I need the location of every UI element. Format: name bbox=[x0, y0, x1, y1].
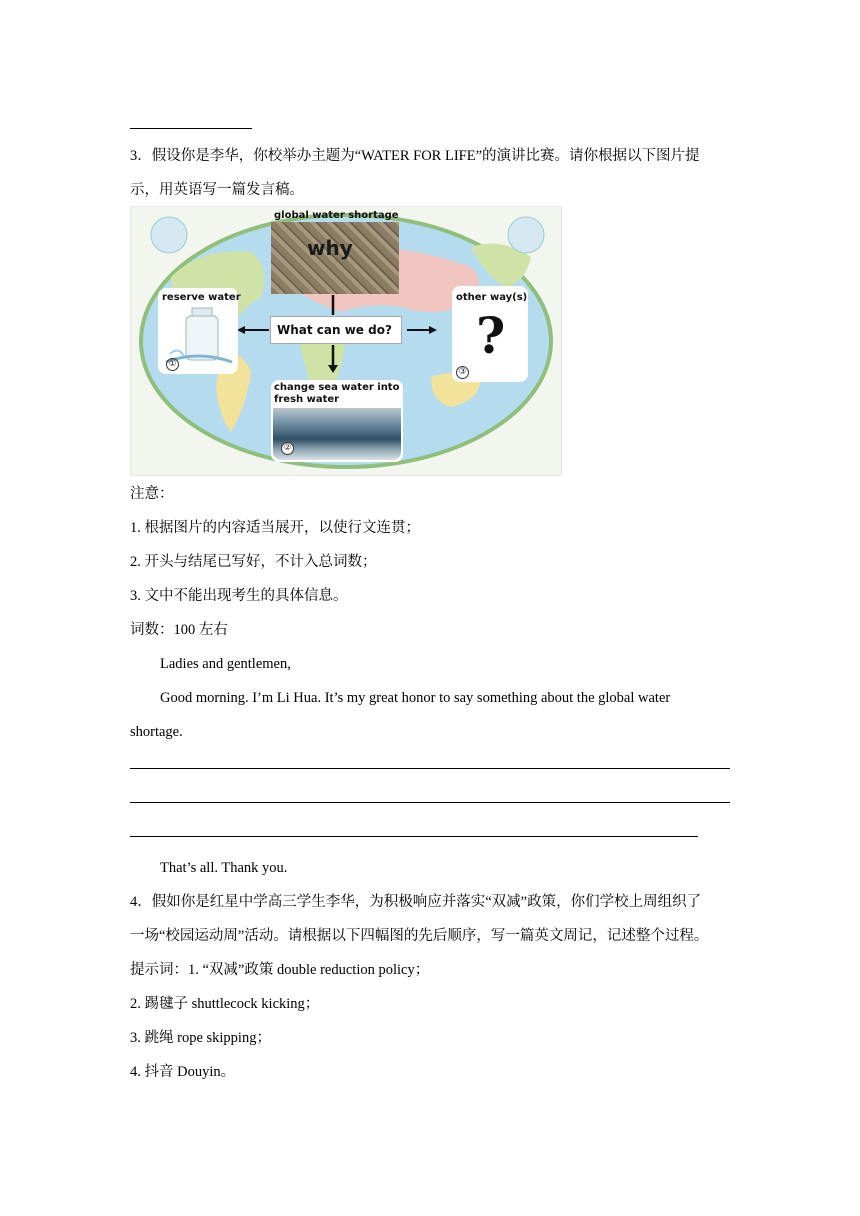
q4-hint-1: 提示词：1. “双减”政策 double reduction policy； bbox=[130, 962, 430, 978]
number-two-badge: ② bbox=[281, 442, 294, 455]
answer-line-1 bbox=[130, 768, 730, 769]
number-one-badge: ① bbox=[166, 358, 179, 371]
fresh-water-label: fresh water bbox=[274, 394, 340, 405]
answer-line-top bbox=[130, 128, 252, 129]
q4-hint-4: 4. 抖音 Douyin。 bbox=[130, 1064, 236, 1080]
opening-line-2: shortage. bbox=[130, 724, 183, 740]
sea-water-panel bbox=[271, 380, 403, 462]
answer-line-3 bbox=[130, 836, 698, 837]
why-label: why bbox=[307, 236, 353, 260]
q4-prompt-line-2: 一场“校园运动周”活动。请根据以下四幅图的先后顺序，写一篇英文周记，记述整个过程。 bbox=[130, 928, 709, 944]
dry-cracked-earth-image bbox=[271, 222, 399, 294]
word-count: 词数：100 左右 bbox=[130, 622, 228, 638]
note-3: 3. 文中不能出现考生的具体信息。 bbox=[130, 588, 348, 604]
note-1: 1. 根据图片的内容适当展开，以使行文连贯； bbox=[130, 520, 420, 536]
q3-prompt-line-1: 3．假设你是李华，你校举办主题为“WATER FOR LIFE”的演讲比赛。请你根据以下图片提 bbox=[130, 148, 700, 164]
closing-line: That’s all. Thank you. bbox=[160, 860, 288, 876]
q4-prompt-line-1: 4．假如你是红星中学高三学生李华，为积极响应并落实“双减”政策，你们学校上周组织了 bbox=[130, 894, 702, 910]
greeting: Ladies and gentlemen, bbox=[160, 656, 291, 672]
q4-hint-2: 2. 踢毽子 shuttlecock kicking； bbox=[130, 996, 320, 1012]
opening-line-1: Good morning. I’m Li Hua. It’s my great honor to say something about the global water bbox=[160, 690, 671, 706]
other-ways-label: other way(s) bbox=[456, 292, 528, 303]
reserve-water-panel bbox=[158, 288, 241, 374]
question-mark-icon: ? bbox=[476, 306, 506, 365]
notes-title: 注意： bbox=[130, 486, 174, 502]
reserve-water-label: reserve water bbox=[162, 292, 241, 303]
global-water-shortage-label: global water shortage bbox=[274, 210, 399, 221]
q4-hint-3: 3. 跳绳 rope skipping； bbox=[130, 1030, 271, 1046]
number-three-badge: ③ bbox=[456, 366, 469, 379]
what-can-we-do-box bbox=[270, 316, 402, 344]
answer-line-2 bbox=[130, 802, 730, 803]
change-sea-water-label: change sea water into bbox=[274, 382, 400, 393]
what-can-we-do-label: What can we do? bbox=[277, 323, 392, 337]
q3-prompt-line-2: 示，用英语写一篇发言稿。 bbox=[130, 182, 304, 198]
note-2: 2. 开头与结尾已写好，不计入总词数； bbox=[130, 554, 377, 570]
other-ways-panel bbox=[452, 286, 528, 382]
